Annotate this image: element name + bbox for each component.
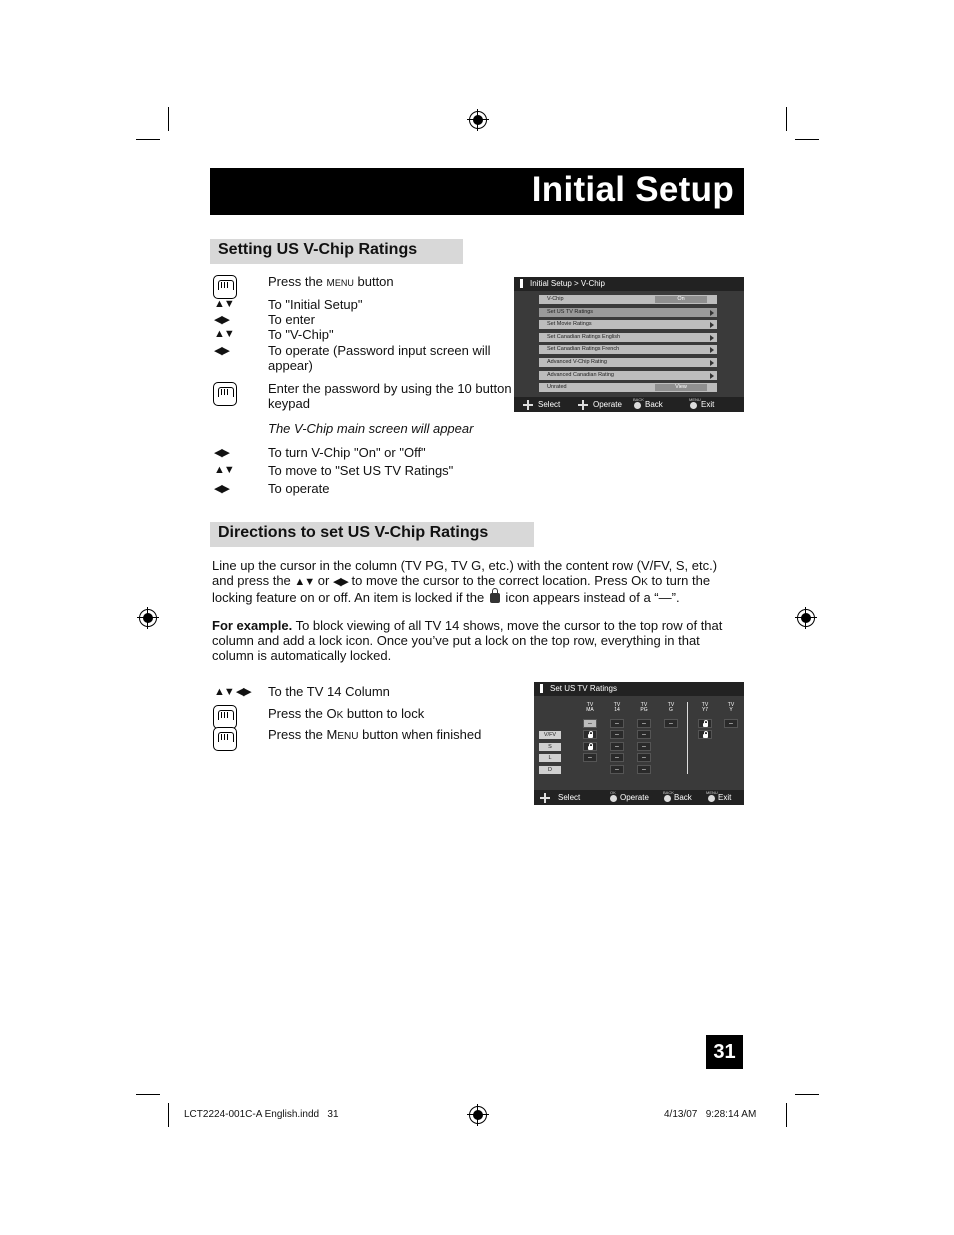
navigation-cross-icon [578, 400, 588, 410]
rating-cell-locked [698, 719, 712, 728]
rating-cell-locked [583, 730, 597, 739]
rating-cell: – [637, 753, 651, 762]
step-text: To "Initial Setup" [268, 297, 363, 312]
rating-cell: – [610, 719, 624, 728]
step-text: Enter the password by using the 10 button keypad [268, 381, 512, 411]
section-heading-vchip: Setting US V-Chip Ratings [210, 239, 463, 264]
rating-row-label: V/FV [539, 731, 561, 739]
up-down-arrows-icon: ▲▼ [214, 328, 234, 340]
rating-cell: – [610, 730, 624, 739]
menu-button-icon [708, 795, 715, 802]
page-title: Initial Setup [531, 170, 734, 209]
step-text: Press the OK button to lock [268, 706, 425, 721]
rating-row-label: D [539, 766, 561, 774]
left-right-arrows-icon: ◀▶ [214, 345, 229, 357]
menu-item: Set Canadian Ratings English [539, 333, 717, 342]
lock-icon [588, 746, 593, 750]
back-button-icon [634, 402, 641, 409]
left-right-arrows-icon: ◀▶ [214, 314, 229, 326]
up-down-arrows-icon: ▲▼ [214, 298, 234, 310]
step-text: To enter [268, 312, 315, 327]
rating-row-label: L [539, 754, 561, 762]
column-divider [687, 702, 688, 774]
up-down-arrows-icon: ▲▼ [214, 464, 234, 476]
rating-cell: – [724, 719, 738, 728]
left-right-arrows-icon: ◀▶ [214, 447, 229, 459]
step-text: Press the MENU button [268, 274, 394, 289]
registration-mark-icon [139, 609, 157, 627]
step-text: To turn V-Chip "On" or "Off" [268, 445, 426, 460]
step-text: To "V-Chip" [268, 327, 334, 342]
hand-button-icon [213, 727, 237, 751]
step-text: To the TV 14 Column [268, 684, 390, 699]
step-text: Press the MENU button when finished [268, 727, 482, 742]
directions-paragraph: Line up the cursor in the column (TV PG, TV G, etc.) with the content row (V/FV, S, etc.) and press the ▲▼ or ◀▶ to move the cursor to the correct location. Press OK to turn the locking feature on or off. An item is locked if the icon appears instead of a “—”. [212, 558, 718, 605]
rating-cell: – [610, 765, 624, 774]
rating-cell: – [583, 719, 597, 728]
up-down-arrows-icon: ▲▼ [294, 576, 315, 588]
rating-cell: – [637, 765, 651, 774]
rating-cell: – [583, 753, 597, 762]
vchip-menu-screenshot: Initial Setup > V-Chip V-Chip On Set US TV Ratings Set Movie Ratings Set Canadian Ratings English Set Canadian Ratings French Advanced V-Chip Rating Advanced Canadian Rating Unrated View Select Operate BACK Back MENU Exit [514, 277, 744, 412]
left-right-arrows-icon: ◀▶ [332, 576, 348, 588]
example-paragraph: For example. To block viewing of all TV 14 shows, move the cursor to the top row of that column and add a lock icon. Once you’ve put a lock on the top row, everything in that column is automatically locked. [212, 618, 723, 663]
hand-button-icon [213, 382, 237, 406]
menu-item: Set US TV Ratings [539, 308, 717, 317]
step-text: To operate [268, 481, 330, 496]
lock-icon [490, 593, 500, 603]
rating-cell: – [637, 742, 651, 751]
menu-item: Unrated View [539, 383, 717, 392]
note-text: The V-Chip main screen will appear [268, 421, 474, 436]
left-right-arrows-icon: ◀▶ [214, 483, 229, 495]
menu-item: Advanced V-Chip Rating [539, 358, 717, 367]
hand-button-icon [213, 705, 237, 729]
back-button-icon [664, 795, 671, 802]
registration-mark-icon [469, 111, 487, 129]
page-header-banner [210, 168, 744, 215]
rating-column-header: TV Y7 [701, 702, 709, 713]
rating-cell: – [610, 742, 624, 751]
navigation-cross-icon [523, 400, 533, 410]
menu-item: Set Movie Ratings [539, 320, 717, 329]
rating-column-header: TV PG [640, 702, 648, 713]
rating-row-label: S [539, 743, 561, 751]
step-text: To move to "Set US TV Ratings" [268, 463, 454, 478]
rating-column-header: TV Y [727, 702, 735, 713]
section-heading-directions: Directions to set US V-Chip Ratings [210, 522, 534, 547]
lock-icon [588, 734, 593, 738]
registration-mark-icon [797, 609, 815, 627]
page-number: 31 [706, 1035, 743, 1069]
navigation-cross-icon [540, 793, 550, 803]
lock-icon [703, 734, 708, 738]
menu-button-icon [690, 402, 697, 409]
hand-button-icon [213, 275, 237, 299]
rating-column-header: TV MA [586, 702, 594, 713]
menu-item: V-Chip On [539, 295, 717, 304]
rating-cell: – [637, 719, 651, 728]
rating-column-header: TV G [667, 702, 675, 713]
pen-icon [540, 684, 543, 693]
rating-cell-locked [583, 742, 597, 751]
menu-item: Set Canadian Ratings French [539, 345, 717, 354]
rating-cell-locked [698, 730, 712, 739]
ok-button-icon [610, 795, 617, 802]
arrows-icon: ▲▼ ◀▶ [214, 686, 251, 698]
lock-icon [703, 723, 708, 727]
rating-cell: – [664, 719, 678, 728]
footer-file-name: LCT2224-001C-A English.indd 31 [184, 1109, 339, 1120]
footer-date: 4/13/07 9:28:14 AM [664, 1109, 757, 1120]
rating-column-header: TV 14 [613, 702, 621, 713]
pen-icon [520, 279, 523, 288]
rating-cell: – [610, 753, 624, 762]
menu-item: Advanced Canadian Rating [539, 371, 717, 380]
step-text: To operate (Password input screen will appear) [268, 343, 491, 373]
rating-cell: – [637, 730, 651, 739]
registration-mark-icon [469, 1106, 487, 1124]
tv-ratings-screenshot: Set US TV Ratings TV MA TV 14 TV PG TV G TV Y7 TV Y – – – – – V/FV S L D – – – – – – – – – Select OK Operate BACK Back MENU Exit [534, 682, 744, 805]
